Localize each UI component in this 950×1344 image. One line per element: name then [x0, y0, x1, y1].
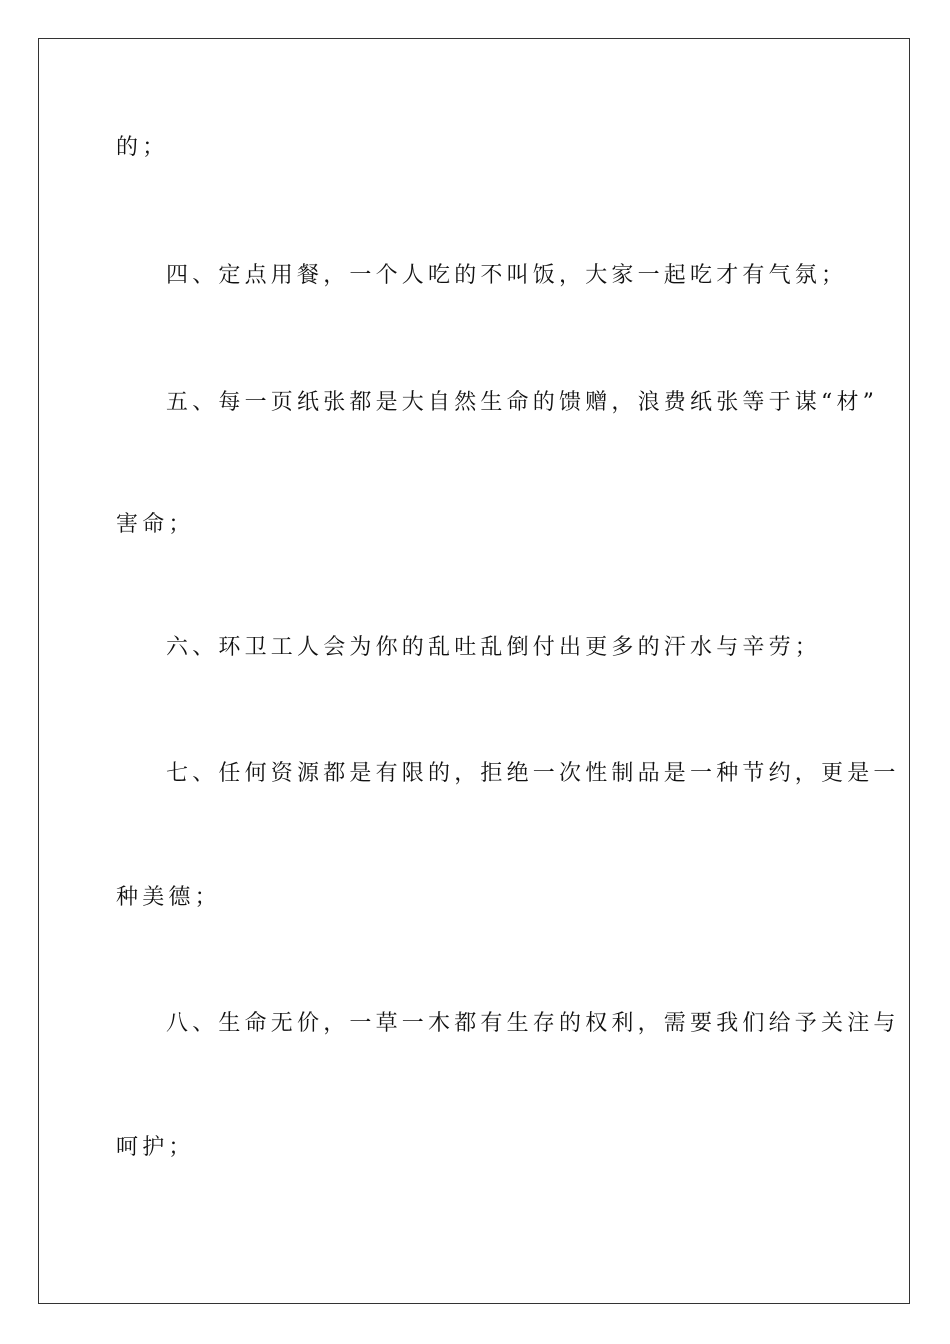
text-line-item-5: 五、每一页纸张都是大自然生命的馈赠，浪费纸张等于谋“材”	[166, 390, 879, 415]
text-line-continuation-3: 的；	[116, 135, 169, 160]
text-line-item-8: 八、生命无价，一草一木都有生存的权利，需要我们给予关注与	[166, 1011, 900, 1036]
text-line-item-7: 七、任何资源都是有限的，拒绝一次性制品是一种节约，更是一	[166, 761, 900, 786]
text-line-continuation-5: 害命；	[116, 512, 195, 537]
text-line-item-4: 四、定点用餐，一个人吃的不叫饭，大家一起吃才有气氛；	[166, 263, 848, 288]
page-border	[38, 38, 910, 1304]
text-line-continuation-7: 种美德；	[116, 885, 221, 910]
text-line-continuation-8: 呵护；	[116, 1135, 195, 1160]
text-line-item-6: 六、环卫工人会为你的乱吐乱倒付出更多的汗水与辛劳；	[166, 635, 822, 660]
